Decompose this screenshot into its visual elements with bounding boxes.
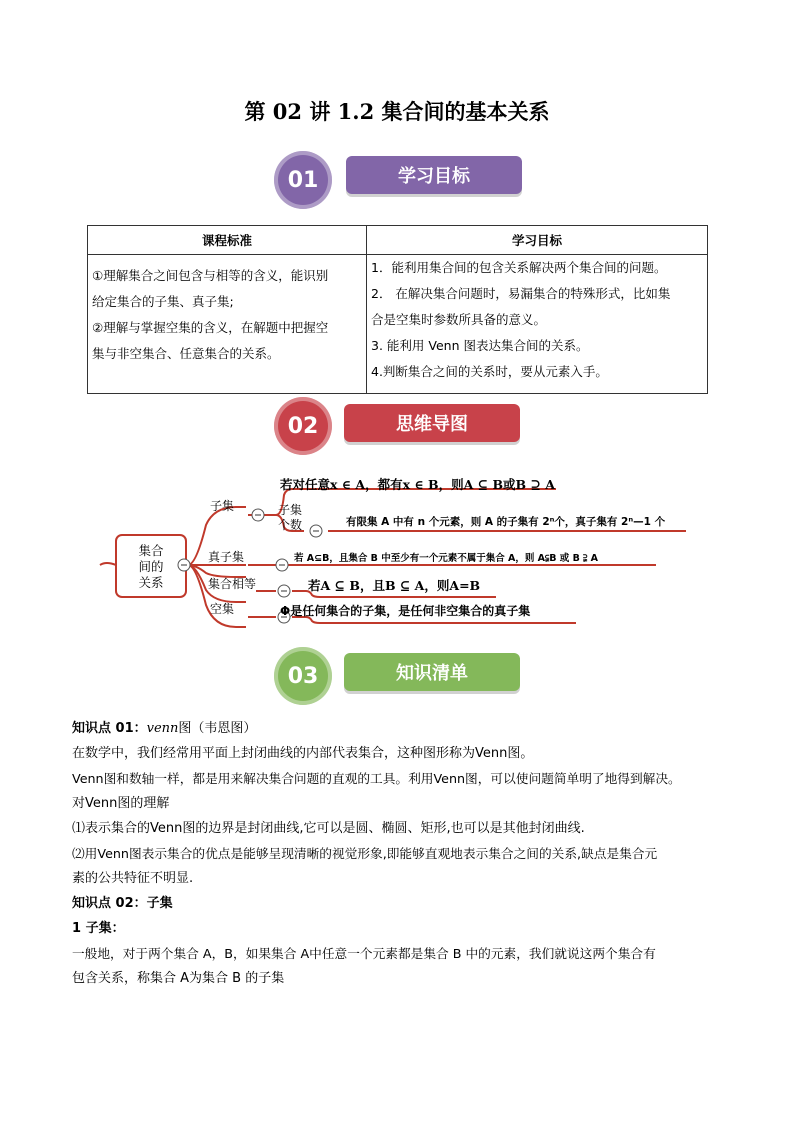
standard-line: 集与非空集合、任意集合的关系。 <box>92 346 280 361</box>
section-number: 02 <box>287 413 319 439</box>
proper-subset-text: 若 A⊆B，且集合 B 中至少有一个元素不属于集合 A，则 A⫋B 或 B ⫌ A <box>294 553 598 564</box>
paragraph: 包含关系，称集合 A为集合 B 的子集 <box>72 971 285 986</box>
knowledge-point-label: 知识点 01： <box>72 721 147 736</box>
standard-line: ①理解集合之间包含与相等的含义，能识别 <box>92 268 329 283</box>
branch-proper-subset: 真子集 <box>208 550 245 564</box>
table-header-goals: 学习目标 <box>367 226 708 255</box>
standard-line: ②理解与掌握空集的含义，在解题中把握空 <box>92 320 329 335</box>
knowledge-point-title: venn <box>146 721 179 736</box>
table-cell-goals <box>367 255 708 394</box>
goal-line: 3. 能利用 Venn 图表达集合间的关系。 <box>371 338 589 353</box>
section-label: 学习目标 <box>398 166 470 187</box>
goal-line: 4.判断集合之间的关系时，要从元素入手。 <box>371 364 608 379</box>
section-banner-02 <box>272 396 522 456</box>
root-line: 关系 <box>138 575 164 590</box>
paragraph: 对Venn图的理解 <box>72 796 170 811</box>
goal-line: 2． 在解决集合问题时，易漏集合的特殊形式，比如集 <box>371 286 671 301</box>
table-header-standard: 课程标准 <box>88 226 367 255</box>
section-number-badge <box>274 647 332 705</box>
root-line: 间的 <box>138 559 164 574</box>
subset-count-text: 有限集 A 中有 n 个元素，则 A 的子集有 2ⁿ个，真子集有 2ⁿ—1 个 <box>346 516 666 528</box>
knowledge-point-title: 图（韦恩图） <box>178 721 257 736</box>
branch-subset: 子集 <box>210 499 235 513</box>
paragraph: 在数学中，我们经常用平面上封闭曲线的内部代表集合，这种图形称为Venn图。 <box>72 746 534 761</box>
section-label-bar <box>344 653 520 691</box>
knowledge-point-heading <box>72 716 732 741</box>
paragraph: Venn图和数轴一样，都是用来解决集合问题的直观的工具。利用Venn图，可以使问题简单明了地得到解决。 <box>72 771 681 786</box>
objectives-table <box>87 225 708 394</box>
goal-line: 合是空集时参数所具备的意义。 <box>371 312 547 327</box>
section-banner-03 <box>272 646 522 706</box>
mind-map <box>96 465 696 635</box>
knowledge-point-heading: 知识点 02：子集 <box>72 896 173 911</box>
subheading: 1 子集： <box>72 921 125 936</box>
section-number-badge <box>274 151 332 209</box>
root-line: 集合 <box>138 543 164 558</box>
mind-map-root <box>116 543 186 591</box>
section-label-bar <box>344 404 520 442</box>
set-equal-text: 若A ⊆ B，且B ⊆ A，则A=B <box>308 578 481 593</box>
paragraph: ⑵用Venn图表示集合的优点是能够呈现清晰的视觉形象,即能够直观地表示集合之间的关系,缺点是集合元 <box>72 846 658 861</box>
section-number: 03 <box>287 663 319 689</box>
subset-count-label <box>278 503 302 533</box>
paragraph: 素的公共特征不明显. <box>72 871 194 886</box>
page-title: 第 02 讲 1.2 集合间的基本关系 <box>244 99 550 124</box>
section-label-bar <box>346 156 522 194</box>
branch-empty-set: 空集 <box>210 602 235 616</box>
paragraph: ⑴表示集合的Venn图的边界是封闭曲线,它可以是圆、椭圆、矩形,也可以是其他封闭曲线. <box>72 821 585 836</box>
standard-line: 给定集合的子集、真子集; <box>92 294 234 309</box>
section-label: 知识清单 <box>396 663 468 684</box>
section-number-badge <box>274 397 332 455</box>
subset-count-line: 个数 <box>278 518 303 532</box>
knowledge-section <box>72 716 732 991</box>
section-banner-01 <box>272 150 522 210</box>
section-number: 01 <box>287 167 319 193</box>
section-label: 思维导图 <box>396 414 468 435</box>
subset-definition: 若对任意x ∈ A，都有x ∈ B，则A ⊆ B或B ⊇ A <box>280 477 555 492</box>
table-cell-standard <box>88 255 367 394</box>
subset-count-line: 子集 <box>278 503 303 517</box>
goal-line: 1．能利用集合间的包含关系解决两个集合间的问题。 <box>371 260 667 275</box>
paragraph: 一般地，对于两个集合 A，B，如果集合 A中任意一个元素都是集合 B 中的元素，我们就说这两个集合有 <box>72 946 656 961</box>
branch-set-equal: 集合相等 <box>208 577 257 591</box>
empty-set-text: Φ是任何集合的子集，是任何非空集合的真子集 <box>280 604 531 618</box>
